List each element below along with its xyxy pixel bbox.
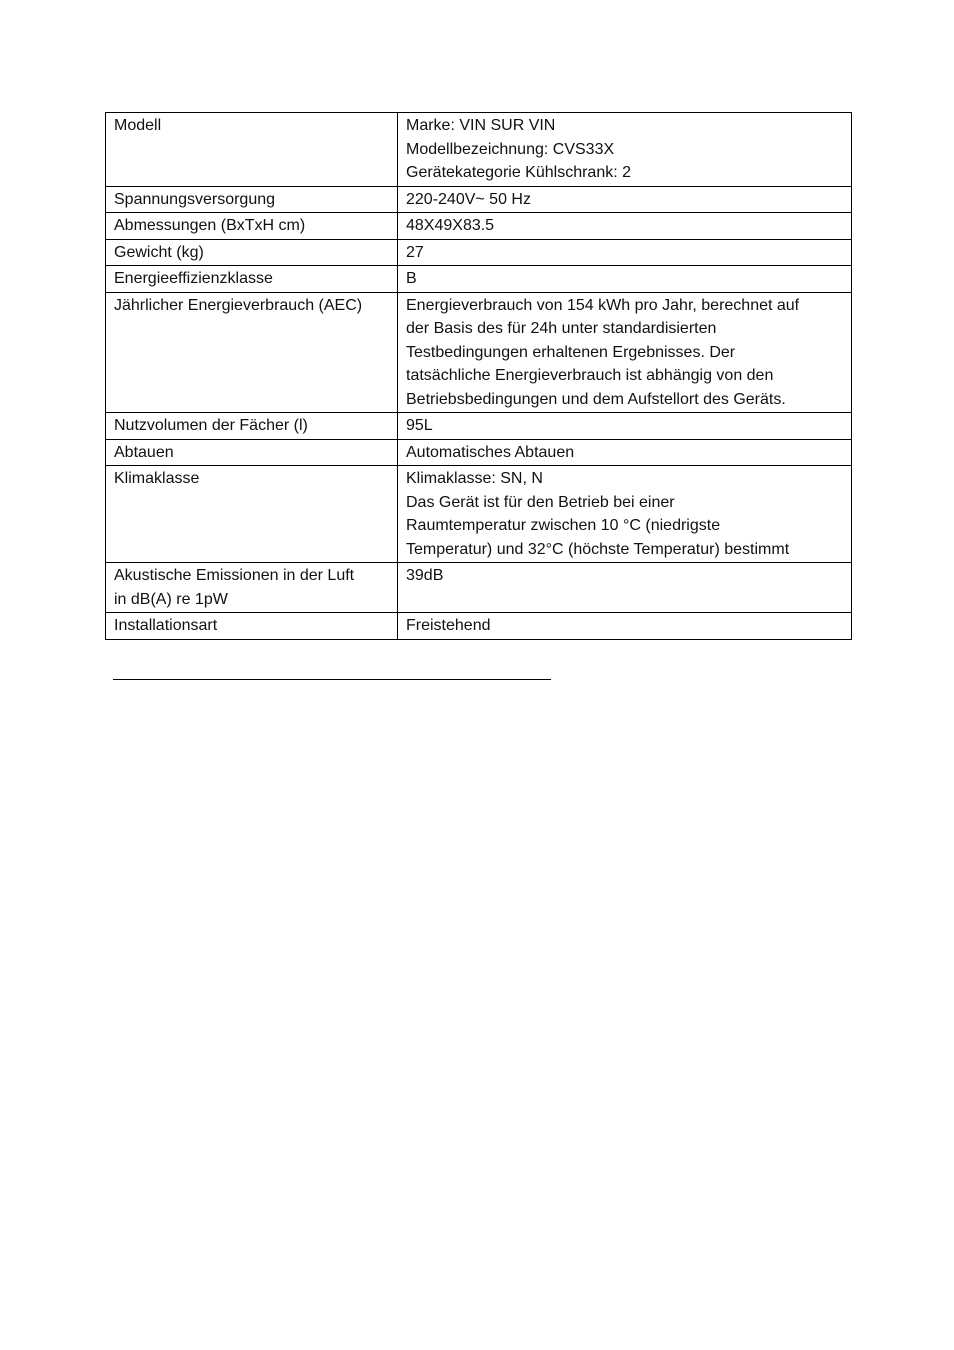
spec-label-cell	[106, 186, 398, 213]
spec-value-cell	[398, 613, 852, 640]
spec-value-cell	[398, 563, 852, 613]
spec-value: Testbedingungen erhaltenen Ergebnisses. Der	[406, 343, 736, 361]
spec-value-cell	[398, 266, 852, 293]
spec-label-cell	[106, 439, 398, 466]
spec-value: 39dB	[406, 567, 444, 584]
table-row	[106, 266, 852, 293]
spec-label-cell	[106, 292, 398, 413]
specification-table	[105, 112, 852, 640]
spec-label-cell	[106, 413, 398, 440]
spec-value: Raumtemperatur zwischen 10 °C (niedrigste	[406, 517, 721, 534]
spec-label: Gewicht (kg)	[114, 243, 204, 261]
table-row	[106, 239, 852, 266]
spec-value: Klimaklasse: SN, N	[406, 470, 543, 487]
spec-value: 220-240V~ 50 Hz	[406, 190, 531, 208]
table-row	[106, 213, 852, 240]
spec-label: Abtauen	[114, 443, 174, 461]
spec-label-cell	[106, 563, 398, 613]
spec-value: Freistehend	[406, 617, 491, 634]
spec-value-cell	[398, 466, 852, 563]
table-row	[106, 113, 852, 187]
spec-value: Temperatur) und 32°C (höchste Temperatur) bestimmt	[406, 540, 790, 558]
spec-value-cell	[398, 213, 852, 240]
table-row	[106, 563, 852, 613]
spec-value: B	[406, 270, 417, 287]
spec-value: Das Gerät ist für den Betrieb bei einer	[406, 493, 675, 511]
spec-value: Modellbezeichnung: CVS33X	[406, 140, 615, 158]
spec-value-cell	[398, 292, 852, 413]
spec-value-cell	[398, 239, 852, 266]
spec-value-cell	[398, 413, 852, 440]
spec-value: 48X49X83.5	[406, 217, 495, 234]
spec-label: Nutzvolumen der Fächer (l)	[114, 417, 308, 434]
spec-label: Modell	[114, 117, 162, 134]
spec-value: 27	[406, 243, 424, 261]
table-row	[106, 413, 852, 440]
spec-value: Automatisches Abtauen	[406, 443, 575, 461]
specification-table-body	[106, 113, 852, 640]
spec-label-cell	[106, 266, 398, 293]
spec-label: Energieeffizienzklasse	[114, 270, 273, 287]
spec-label-cell	[106, 239, 398, 266]
spec-label: Klimaklasse	[114, 470, 200, 487]
table-row	[106, 292, 852, 413]
spec-value: tatsächliche Energieverbrauch ist abhängig von den	[406, 367, 774, 384]
spec-value-cell	[398, 113, 852, 187]
spec-label: Installationsart	[114, 617, 218, 634]
table-row	[106, 186, 852, 213]
table-row	[106, 466, 852, 563]
table-row	[106, 613, 852, 640]
spec-value: Marke: VIN SUR VIN	[406, 117, 556, 134]
spec-label: Spannungsversorgung	[114, 190, 276, 208]
spec-label-cell	[106, 613, 398, 640]
spec-value-cell	[398, 439, 852, 466]
spec-value: 95L	[406, 417, 433, 434]
spec-label-cell	[106, 213, 398, 240]
spec-value: Betriebsbedingungen und dem Aufstellort des Geräts.	[406, 390, 786, 408]
table-row	[106, 439, 852, 466]
spec-label: Akustische Emissionen in der Luft	[114, 567, 355, 584]
spec-value: der Basis des für 24h unter standardisierten	[406, 320, 717, 337]
spec-value: Energieverbrauch von 154 kWh pro Jahr, berechnet auf	[406, 296, 800, 314]
spec-label: Jährlicher Energieverbrauch (AEC)	[114, 296, 363, 314]
footnote-divider	[113, 679, 551, 680]
spec-label: in dB(A) re 1pW	[114, 590, 228, 608]
spec-label-cell	[106, 466, 398, 563]
spec-value: Gerätekategorie Kühlschrank: 2	[406, 164, 632, 181]
spec-label: Abmessungen (BxTxH cm)	[114, 217, 306, 234]
spec-value-cell	[398, 186, 852, 213]
spec-label-cell	[106, 113, 398, 187]
